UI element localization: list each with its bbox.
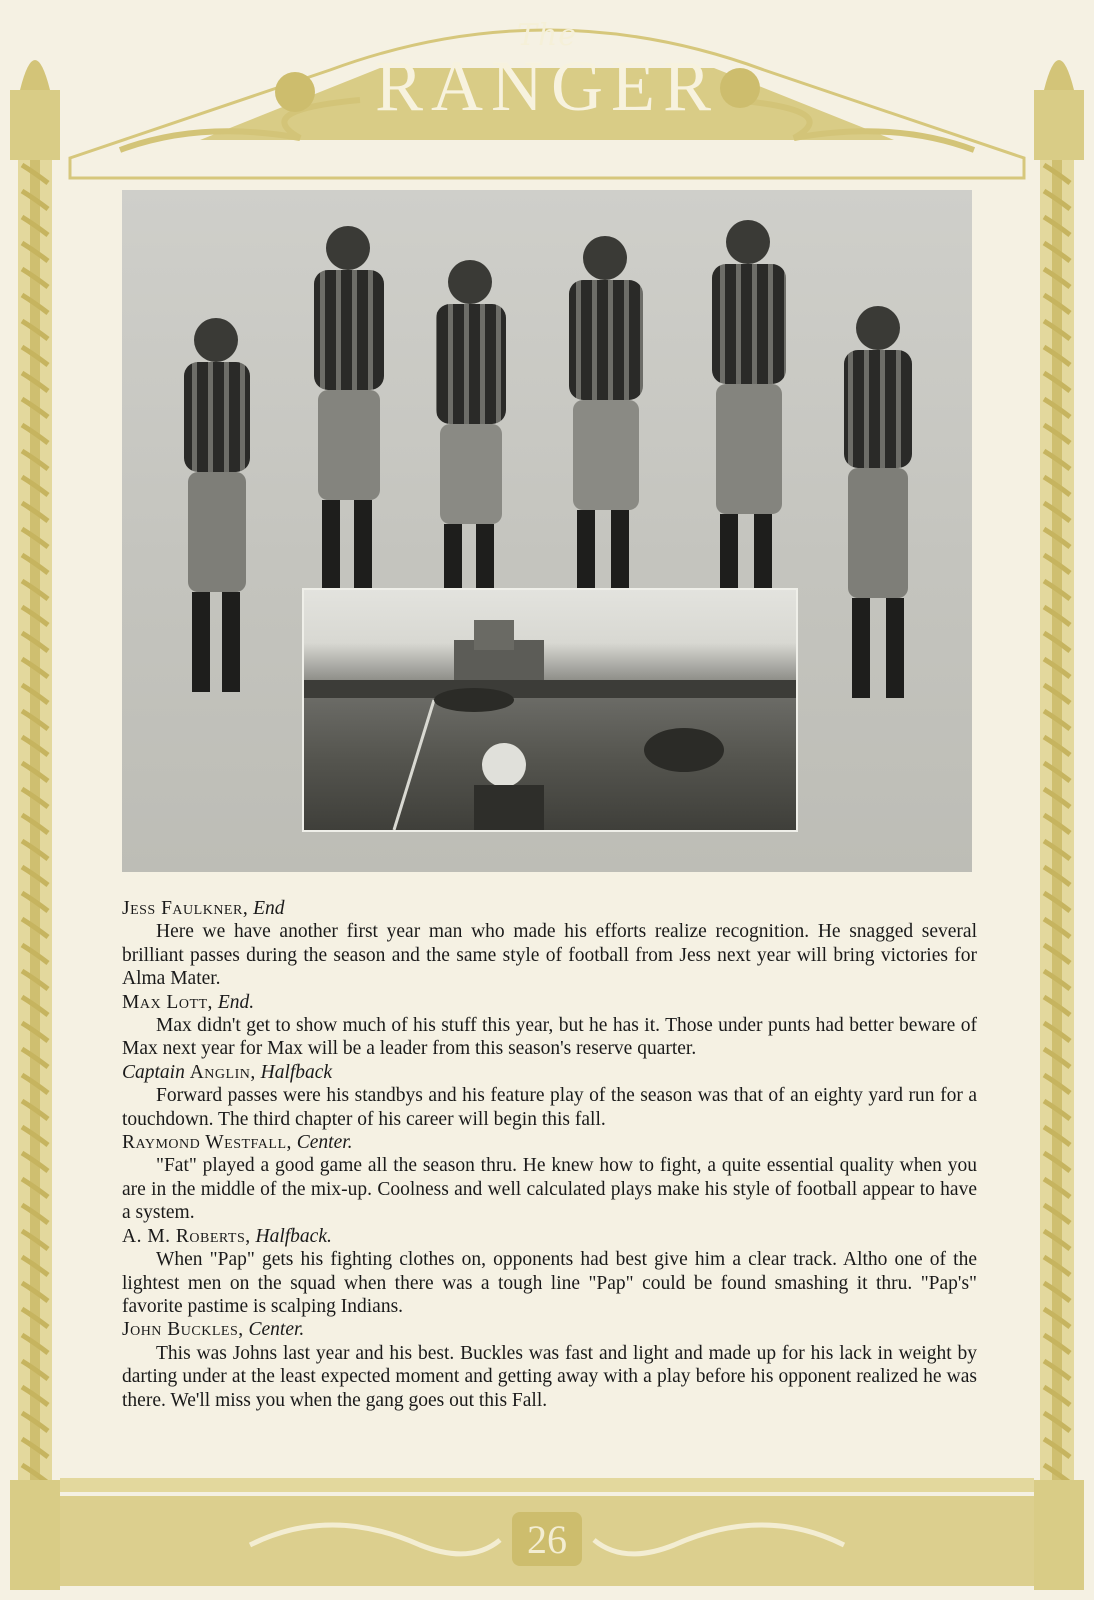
player-name: John Buckles, [122, 1319, 244, 1341]
player-4 [569, 236, 643, 600]
entry-heading [122, 991, 977, 1014]
player-position: Halfback [260, 1061, 333, 1083]
player-position: Halfback. [255, 1225, 332, 1247]
entry-heading [122, 1225, 977, 1248]
entry-body: This was Johns last year and his best. Buckles was fast and light and made up for his lack in weight by darting under at the least expected moment and getting away with a play before his opponent realized he was there. We'll miss you when the gang goes out this Fall. [122, 1342, 977, 1411]
player-name: A. M. Roberts, [122, 1225, 251, 1247]
left-base [10, 1480, 60, 1590]
player-name: Raymond Westfall, [122, 1132, 292, 1154]
player-name: Jess Faulkner, [122, 898, 249, 919]
entry-heading [122, 1131, 977, 1154]
footer-rule [60, 1478, 1034, 1492]
player-position: Center. [248, 1319, 305, 1341]
entry-body: Forward passes were his standbys and his feature play of the season was that of an eighty yard run for a touchdown. The third chapter of his career will begin this fall. [122, 1085, 977, 1130]
entry-body: Max didn't get to show much of his stuff this year, but he has it. Those under punts had better beware of Max next year for Max will be a leader from this season's reserve quarter. [122, 1015, 977, 1060]
player-3 [436, 260, 506, 604]
player-name: Anglin, [189, 1061, 256, 1083]
football-game-inset-photo [302, 588, 798, 832]
player-position: Center. [296, 1132, 353, 1154]
game-scene [304, 590, 796, 830]
player-title-prefix: Captain [122, 1061, 185, 1083]
player-position: End [253, 898, 285, 919]
player-6 [844, 306, 912, 698]
player-5 [712, 220, 786, 598]
player-2 [314, 226, 384, 600]
entry-body: Here we have another first year man who made his efforts realize recognition. He snagged several brilliant passes during the season and the same style of football from Jess next year will bring victories for Alma Mater. [122, 921, 977, 990]
entry-body: When "Pap" gets his fighting clothes on, opponents had best give him a clear track. Altho one of the lightest men on the squad when there was a tough line "Pap" could be found smashing it thru. "Pap's" favorite pastime is scalping Indians. [122, 1249, 977, 1317]
player-name: Max Lott, [122, 991, 213, 1013]
player-1 [184, 318, 250, 692]
right-base [1034, 1480, 1084, 1590]
header-title: RANGER [374, 46, 719, 126]
entry-body: "Fat" played a good game all the season thru. He knew how to fight, a quite essential quality when you are in the middle of the mix-up. Coolness and well calculated plays make his style of football appear to have a system. [122, 1155, 977, 1224]
player-descriptions [122, 897, 977, 1412]
entry-heading [122, 1061, 977, 1084]
player-position: End. [217, 991, 255, 1013]
entry-heading [122, 1318, 977, 1341]
header-the: The [516, 18, 578, 53]
page-number: 26 [527, 1517, 567, 1562]
entry-heading [122, 897, 977, 920]
